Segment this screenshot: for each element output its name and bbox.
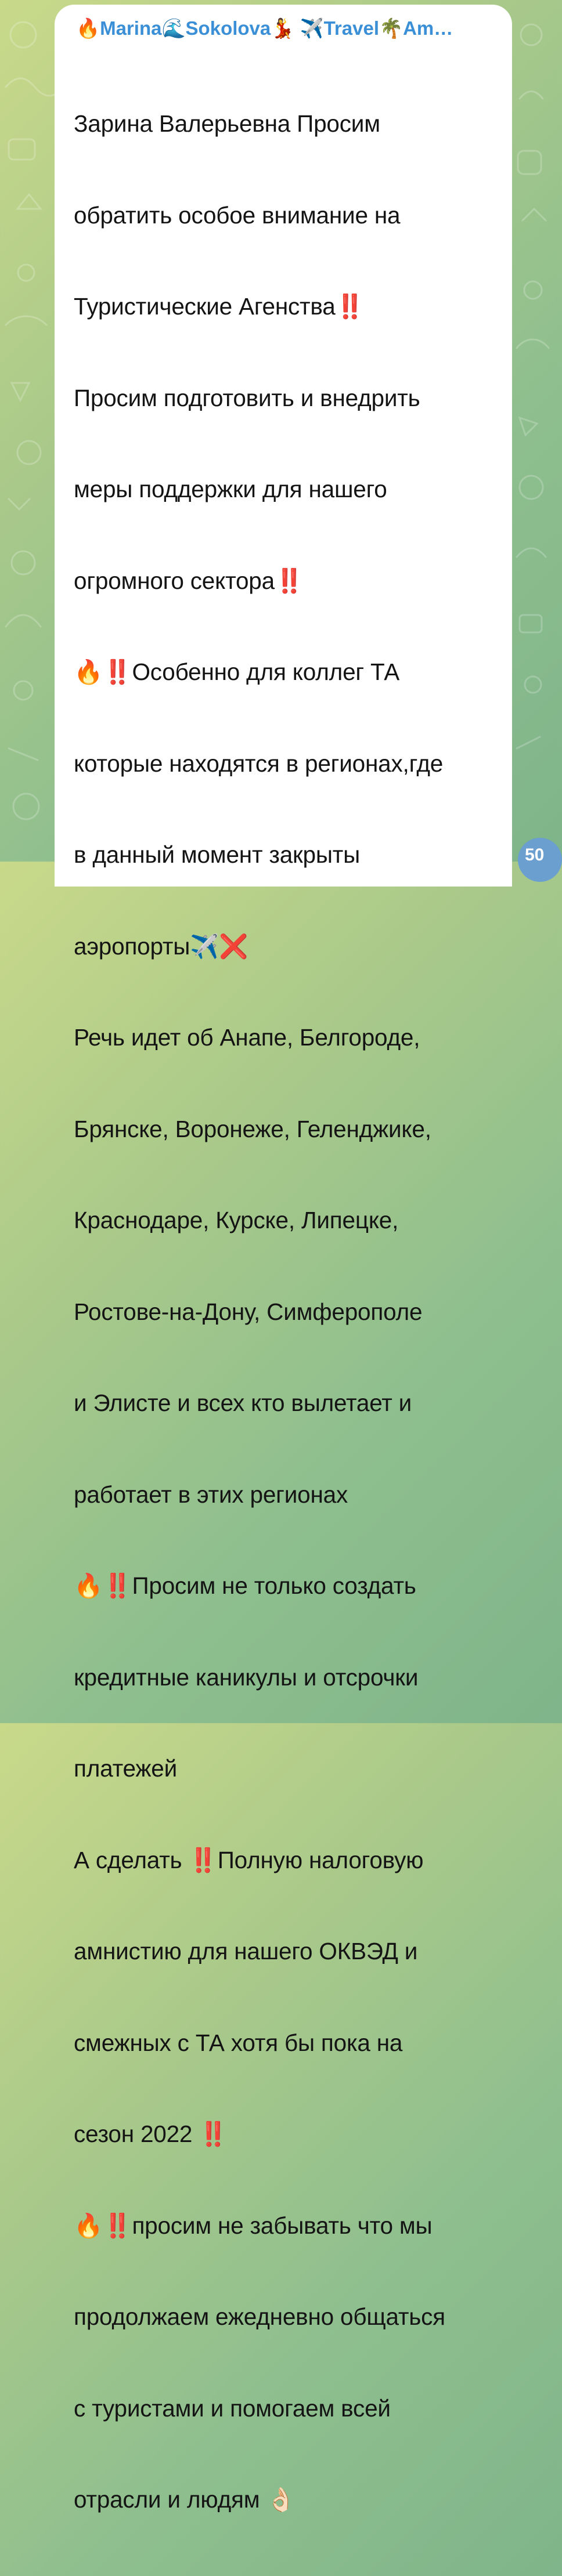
message-line: 🔥‼️Просим не только создать <box>74 1572 416 1599</box>
message-line: Брянске, Воронеже, Геленджике, <box>74 1115 431 1142</box>
message-bubble[interactable] <box>55 5 512 2513</box>
message-line: обратить особое внимание на <box>74 201 401 229</box>
message-line: Просим подготовить и внедрить <box>74 384 420 411</box>
message-line: кредитные каникулы и отсрочки <box>74 1663 419 1691</box>
message-line: в данный момент закрыты <box>74 841 361 868</box>
message-line: А сделать ‼️Полную налоговую <box>74 1846 424 1873</box>
message-line: отрасли и людям 👌🏻 <box>74 2486 296 2513</box>
message-line: 🔥‼️просим не забывать что мы <box>74 2212 433 2239</box>
message-line: 🔥‼️Особенно для коллег ТА <box>74 659 400 685</box>
message-line: Краснодаре, Курске, Липецке, <box>74 1207 399 1233</box>
message-text <box>74 48 493 2576</box>
message-line: Зарина Валерьевна Просим <box>74 110 380 137</box>
message-line: которые находятся в регионах,где <box>74 750 444 777</box>
message-line: Речь идет об Анапе, Белгороде, <box>74 1024 420 1051</box>
message-line: и Элисте и всех кто вылетает и <box>74 1390 412 1416</box>
message-line: Туристические Агенства‼️ <box>74 293 365 320</box>
message-line: продолжаем ежедневно общаться <box>74 2303 445 2330</box>
unread-count-badge[interactable]: 50 <box>518 838 562 882</box>
message-line: амнистию для нашего ОКВЭД и <box>74 1938 418 1964</box>
message-line: работает в этих регионах <box>74 1481 348 1508</box>
message-line: меры поддержки для нашего <box>74 476 387 502</box>
message-line: огромного сектора‼️ <box>74 567 304 594</box>
message-line: сезон 2022 ‼️ <box>74 2121 228 2147</box>
message-line: Ростове-на-Дону, Симферополе <box>74 1298 423 1325</box>
message-line: платежей <box>74 1755 178 1782</box>
message-line: с туристами и помогаем всей <box>74 2394 391 2422</box>
message-line: смежных с ТА хотя бы пока на <box>74 2029 403 2056</box>
sender-name[interactable]: 🔥Marina🌊Sokolova💃 ✈️Travel🌴Am… <box>76 17 453 39</box>
message-line: аэропорты✈️❌ <box>74 932 248 960</box>
